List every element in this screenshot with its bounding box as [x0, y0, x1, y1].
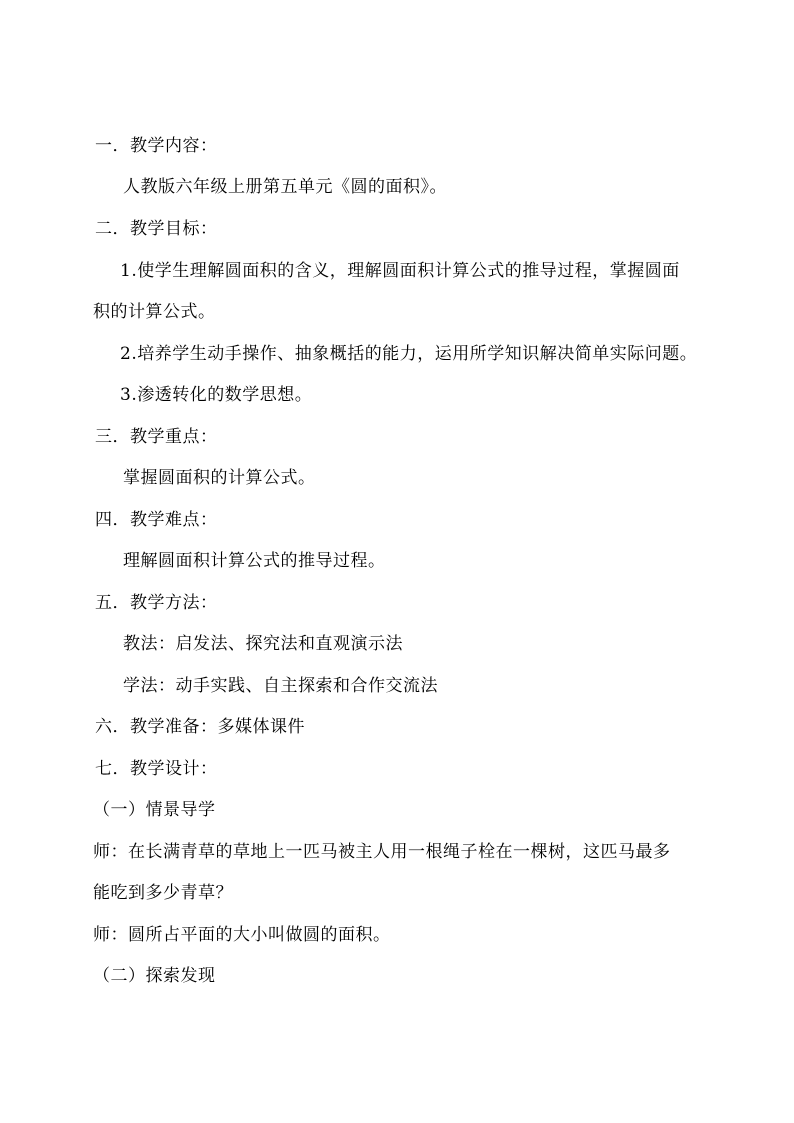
section-heading-goals: 二．教学目标：: [95, 219, 218, 239]
part-2-heading: （二）探索发现: [93, 966, 216, 986]
teacher-line-2: 师：圆所占平面的大小叫做圆的面积。: [93, 925, 391, 945]
section-heading-content: 一．教学内容：: [95, 136, 218, 156]
section-heading-design: 七．教学设计：: [95, 759, 218, 779]
goal-1-line-2: 积的计算公式。: [93, 302, 216, 322]
goal-1-line-1: 1.使学生理解圆面积的含义，理解圆面积计算公式的推导过程，掌握圆面: [120, 261, 680, 281]
section-text-key-points: 掌握圆面积的计算公式。: [123, 468, 316, 488]
section-heading-methods: 五．教学方法：: [95, 593, 218, 613]
goal-2: 2.培养学生动手操作、抽象概括的能力，运用所学知识解决简单实际问题。: [120, 344, 698, 364]
section-heading-key-points: 三．教学重点：: [95, 427, 218, 447]
section-text-difficulties: 理解圆面积计算公式的推导过程。: [123, 551, 386, 571]
learning-method: 学法：动手实践、自主探索和合作交流法: [123, 676, 438, 696]
section-text-content: 人教版六年级上册第五单元《圆的面积》。: [123, 177, 447, 197]
teacher-line-1a: 师：在长满青草的草地上一匹马被主人用一根绳子栓在一棵树，这匹马最多: [93, 842, 671, 862]
section-preparation: 六．教学准备：多媒体课件: [95, 717, 305, 737]
part-1-heading: （一）情景导学: [93, 800, 216, 820]
teacher-line-1b: 能吃到多少青草？: [93, 883, 233, 903]
goal-3: 3.渗透转化的数学思想。: [120, 385, 313, 405]
teaching-method: 教法：启发法、探究法和直观演示法: [123, 634, 403, 654]
section-heading-difficulties: 四．教学难点：: [95, 510, 218, 530]
